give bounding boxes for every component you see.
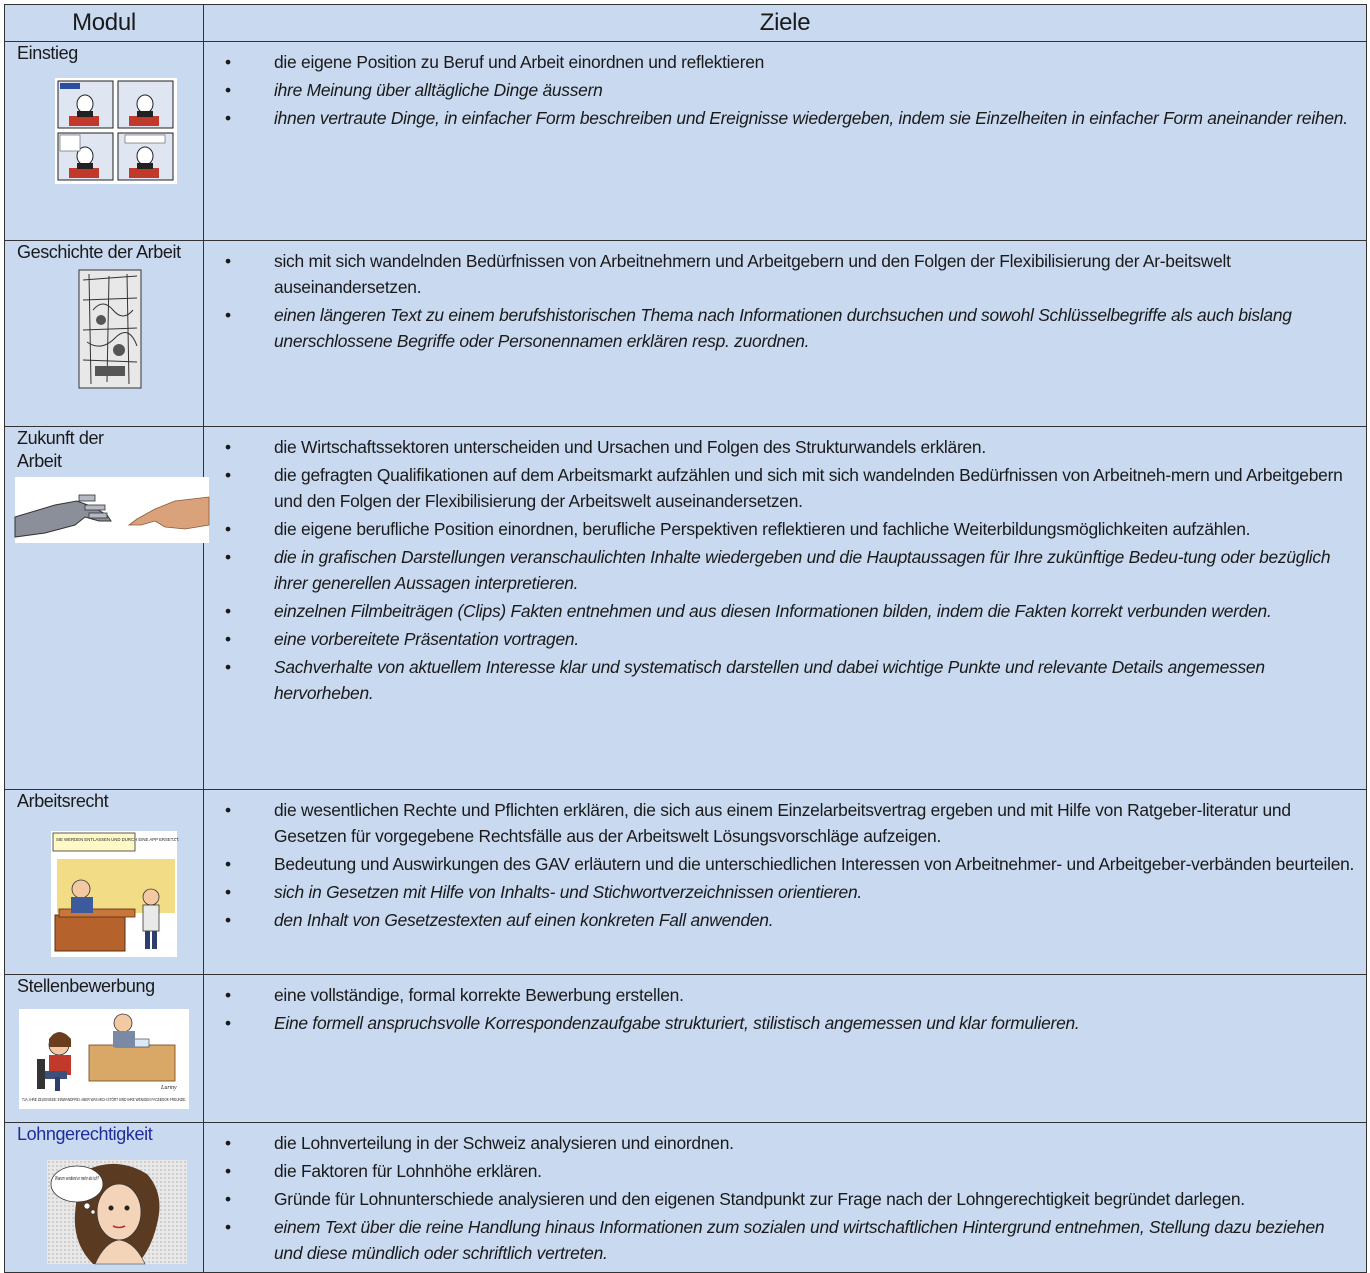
module-cell xyxy=(5,42,204,241)
header-row xyxy=(5,5,1367,42)
goals-cell xyxy=(204,1123,1367,1273)
goal-item: • ihre Meinung über alltägliche Dinge äussern xyxy=(204,77,1356,103)
goals-cell xyxy=(204,42,1367,241)
goals-list xyxy=(204,427,1366,706)
goal-item: • einzelnen Filmbeiträgen (Clips) Fakten entnehmen und aus diesen Informationen bilden, indem die Fakten korrekt verbunden werden. xyxy=(204,598,1356,624)
module-title: Geschichte der Arbeit xyxy=(17,242,181,262)
module-cell xyxy=(5,241,204,427)
goal-item: • sich in Gesetzen mit Hilfe von Inhalts- und Stichwortverzeichnissen orientieren. xyxy=(204,879,1356,905)
cartoon-caption: SIE WERDEN ENTLASSEN UND DURCH EINE APP ERSETZT. xyxy=(56,837,180,842)
goals-list xyxy=(204,790,1366,933)
goal-item: • die Wirtschaftssektoren unterscheiden und Ursachen und Folgen des Strukturwandels erklären. xyxy=(204,434,1356,460)
goals-list xyxy=(204,241,1366,354)
engraving-image xyxy=(79,270,141,388)
module-title: Einstieg xyxy=(17,43,78,63)
goals-cell xyxy=(204,427,1367,790)
goal-item: • einen längeren Text zu einem berufshistorischen Thema nach Informationen durchsuchen und sowohl Schlüsselbegriffe als auch bislang unerschlossene Begriffe oder Personennamen erklären resp. zuordnen. xyxy=(204,302,1356,354)
goal-item: • die Faktoren für Lohnhöhe erklären. xyxy=(204,1158,1356,1184)
table-row-geschichte xyxy=(5,241,1367,427)
goal-item: • eine vorbereitete Präsentation vortragen. xyxy=(204,626,1356,652)
snoopy-comic-image xyxy=(55,78,177,184)
goal-item: • ihnen vertraute Dinge, in einfacher Form beschreiben und Ereignisse wiedergeben, indem sie Einzelheiten in einfacher Form aneinander reihen. xyxy=(204,105,1356,131)
table-row-zukunft xyxy=(5,427,1367,790)
goal-item: • die Lohnverteilung in der Schweiz analysieren und einordnen. xyxy=(204,1130,1356,1156)
goal-item: • die eigene berufliche Position einordnen, berufliche Perspektiven reflektieren und fachliche Weiterbildungsmöglichkeiten aufzählen. xyxy=(204,516,1356,542)
goal-item: • eine vollständige, formal korrekte Bewerbung erstellen. xyxy=(204,982,1356,1008)
svg-text:Lurmy: Lurmy xyxy=(161,1085,177,1091)
module-cell xyxy=(5,1123,204,1273)
table-row-stellenbewerbung xyxy=(5,975,1367,1123)
module-title: Zukunft der Arbeit xyxy=(17,428,104,471)
table-row-einstieg xyxy=(5,42,1367,241)
goal-item: • Gründe für Lohnunterschiede analysieren und den eigenen Standpunkt zur Frage nach der Lohngerechtigkeit begründet darlegen. xyxy=(204,1186,1356,1212)
table-row-lohngerechtigkeit xyxy=(5,1123,1367,1273)
goal-item: • Eine formell anspruchsvolle Korrespondenzaufgabe strukturiert, stilistisch angemessen und klar formulieren. xyxy=(204,1010,1356,1036)
goals-list xyxy=(204,1123,1366,1266)
goals-cell xyxy=(204,790,1367,975)
module-cell xyxy=(5,427,204,790)
goals-list xyxy=(204,42,1366,131)
goal-item: • die in grafischen Darstellungen veranschaulichten Inhalte wiedergeben und die Hauptaussagen für Ihre zukünftige Bedeu-tung oder bezüglich ihrer generellen Aussagen interpretieren. xyxy=(204,544,1356,596)
thought-bubble-text: Warum verdient er mehr als ich? xyxy=(55,1176,100,1182)
goal-item: • die gefragten Qualifikationen auf dem Arbeitsmarkt aufzählen und sich mit sich wandelnden Bedürfnissen von Arbeitneh-mern und Arbeitgebern und den Folgen der Flexibilisierung der Arbeitswelt auseinandersetzen. xyxy=(204,462,1356,514)
header-modul: Modul xyxy=(5,5,204,42)
goals-cell xyxy=(204,975,1367,1123)
goal-item: • den Inhalt von Gesetzestexten auf einen konkreten Fall anwenden. xyxy=(204,907,1356,933)
goal-item: • die wesentlichen Rechte und Pflichten erklären, die sich aus einem Einzelarbeitsvertrag ergeben und mit Hilfe von Ratgeber-literatur und Gesetzen für vorgegebene Rechtsfälle aus der Arbeitswelt Lösungsvorschläge aufzeigen. xyxy=(204,797,1356,849)
module-title: Arbeitsrecht xyxy=(17,791,109,811)
module-cell xyxy=(5,975,204,1123)
goal-item: • Bedeutung und Auswirkungen des GAV erläutern und die unterschiedlichen Interessen von Arbeitnehmer- und Arbeitgeber-verbänden beurteilen. xyxy=(204,851,1356,877)
module-goals-table xyxy=(4,4,1367,1273)
module-title-link[interactable]: Lohngerechtigkeit xyxy=(17,1124,153,1144)
goal-item: • Sachverhalte von aktuellem Interesse klar und systematisch darstellen und dabei wichtige Punkte und relevante Details angemessen hervorheben. xyxy=(204,654,1356,706)
goal-item: • sich mit sich wandelnden Bedürfnissen von Arbeitnehmern und Arbeitgebern und den Folgen der Flexibilisierung der Ar-beitswelt auseinandersetzen. xyxy=(204,248,1356,300)
pop-art-woman-image xyxy=(47,1160,187,1264)
header-ziele: Ziele xyxy=(204,5,1367,42)
goals-list xyxy=(204,975,1366,1036)
module-title: Stellenbewerbung xyxy=(17,976,155,996)
goals-cell xyxy=(204,241,1367,427)
goal-item: • einem Text über die reine Handlung hinaus Informationen zum sozialen und wirtschaftlichen Hintergrund entnehmen, Stellung dazu beziehen und diese mündlich oder schriftlich vertreten. xyxy=(204,1214,1356,1266)
table-row-arbeitsrecht xyxy=(5,790,1367,975)
robot-human-hand-image xyxy=(15,477,209,543)
goal-item: • die eigene Position zu Beruf und Arbeit einordnen und reflektieren xyxy=(204,49,1356,75)
office-cartoon-image xyxy=(51,831,180,957)
module-cell xyxy=(5,790,204,975)
cartoon-caption: TJA, IHRE ZEUGNISSE: EINWANDFREI. ABER WAS MICH STÖRT SIND IHRE WENIGEN FACEBOOK-FREUNDE. xyxy=(22,1097,186,1102)
job-interview-cartoon-image xyxy=(19,1009,189,1109)
